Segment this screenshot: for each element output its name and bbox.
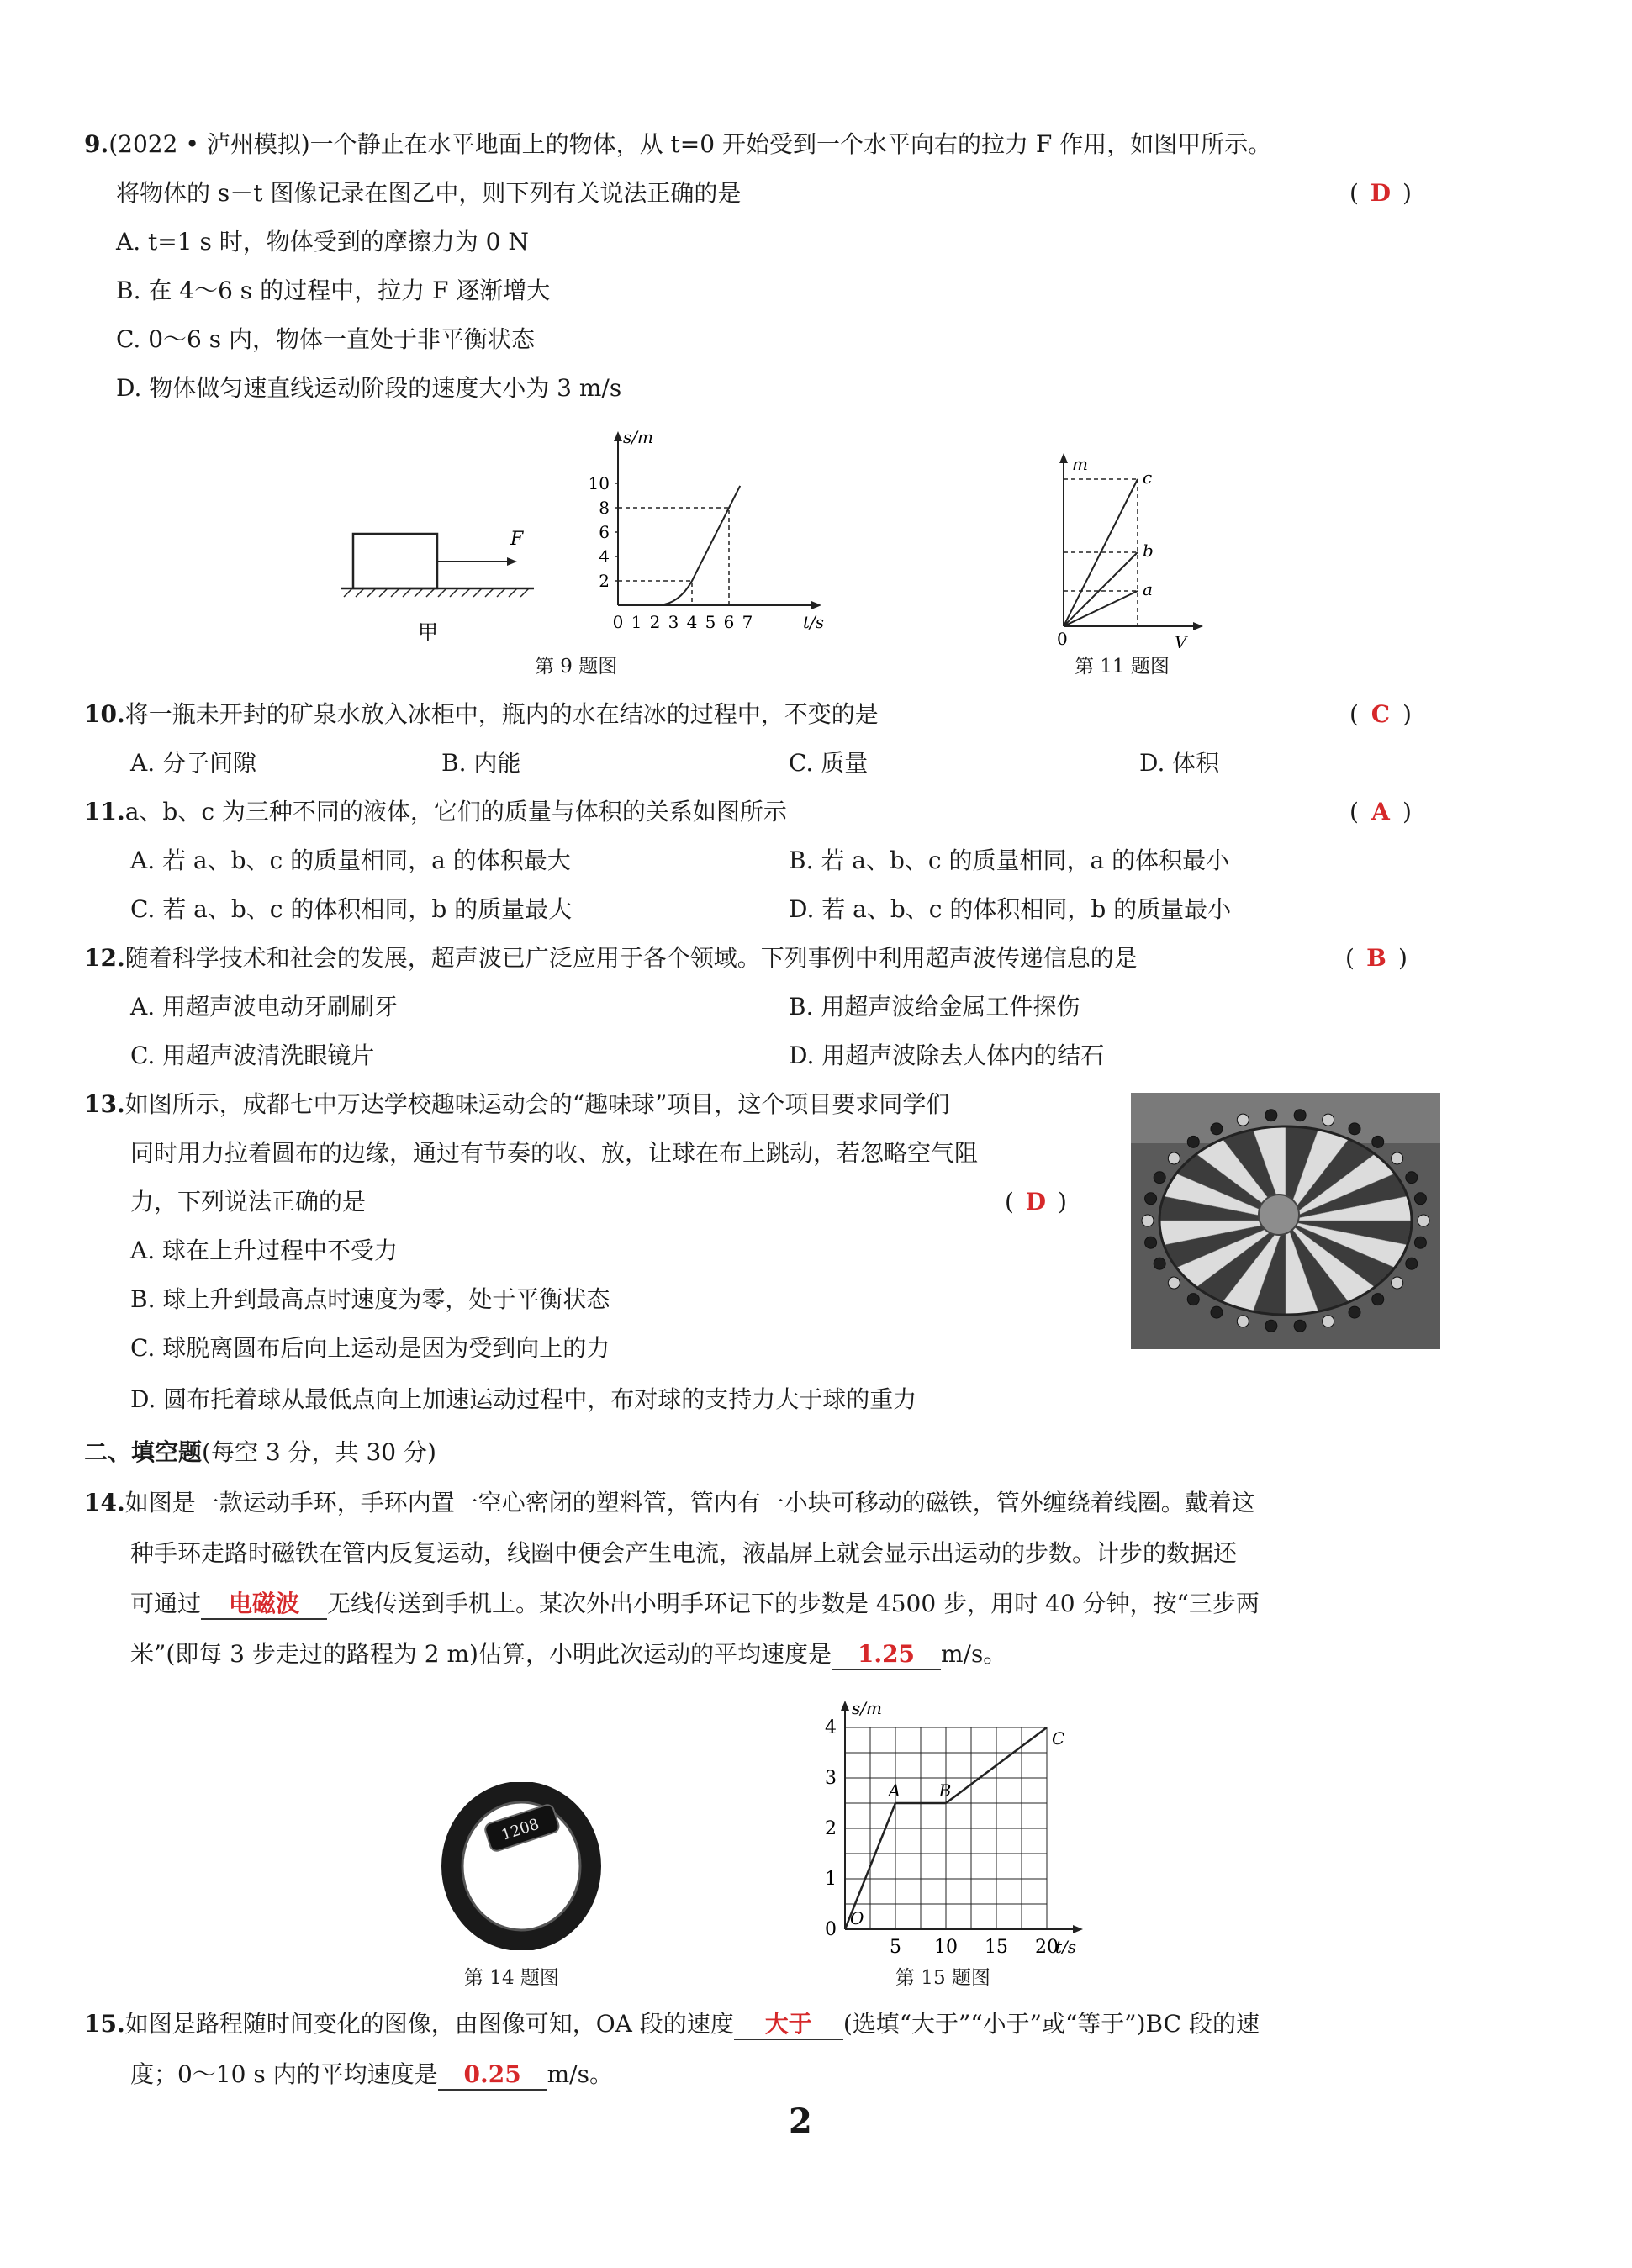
q13-number: 13. — [84, 1090, 125, 1118]
fig9-ytick: 8 — [599, 498, 610, 518]
q15-number: 15. — [84, 2010, 125, 2038]
fig9-caption: 第 9 题图 — [535, 656, 618, 678]
parachute-person — [1168, 1152, 1180, 1164]
q9-answer: ( D ) — [1349, 177, 1412, 210]
fig15-ytick: 2 — [825, 1818, 837, 1839]
parachute-person — [1237, 1114, 1249, 1126]
fig9-ytick: 4 — [599, 546, 610, 567]
q12-answer: ( B ) — [1345, 941, 1408, 975]
fig9-ytick: 10 — [588, 473, 610, 493]
q11-answer-letter: A — [1371, 798, 1390, 825]
q9-option-b: B. 在 4～6 s 的过程中，拉力 F 逐渐增大 — [116, 277, 551, 304]
q10-option-b: B. 内能 — [441, 749, 521, 777]
fig9-guides — [618, 508, 729, 605]
parachute-person — [1414, 1193, 1426, 1205]
fig9-xtick: 3 — [668, 612, 679, 632]
q12-answer-letter: B — [1366, 944, 1386, 972]
fig9-xtick: 6 — [723, 612, 735, 632]
q14-blank1: 电磁波 — [201, 1590, 327, 1620]
q11-stem-line — [84, 795, 787, 829]
fig9-yi-graph — [563, 425, 841, 651]
q12-number: 12. — [84, 944, 125, 972]
q9-answer-letter: D — [1370, 179, 1392, 207]
fig15-xtick: 5 — [890, 1937, 901, 1958]
parachute-person — [1372, 1136, 1384, 1147]
q14-number: 14. — [84, 1489, 125, 1516]
fig9-ground-hatch — [344, 588, 529, 597]
q11-number: 11. — [84, 798, 125, 825]
q10-stem-line — [84, 698, 879, 731]
q14-line4 — [130, 1638, 1006, 1671]
parachute-person — [1211, 1306, 1223, 1318]
q9-line1 — [84, 128, 1271, 161]
fig14-fitness-band — [441, 1782, 601, 1950]
parachute-person — [1265, 1320, 1277, 1332]
q14-blank2: 1.25 — [832, 1640, 941, 1670]
fig9-xtick: 2 — [649, 612, 661, 632]
parachute-person — [1237, 1316, 1249, 1327]
fig9-ytick: 6 — [599, 522, 610, 542]
q14-line4-a: 米”(即每 3 步走过的路程为 2 m)估算，小明此次运动的平均速度是 — [130, 1640, 832, 1668]
q14-line4-b: m/s。 — [940, 1640, 1007, 1668]
fig9-y-arrow — [614, 431, 622, 441]
q13-option-d: D. 圆布托着球从最低点向上加速运动过程中，布对球的支持力大于球的重力 — [130, 1385, 917, 1413]
parachute-person — [1349, 1306, 1360, 1318]
q12-option-b: B. 用超声波给金属工件探伤 — [789, 993, 1080, 1021]
parachute-person — [1154, 1258, 1165, 1269]
q14-line1-text: 如图是一款运动手环，手环内置一空心密闭的塑料管，管内有一小块可移动的磁铁，管外缠绕着线圈。戴着这 — [124, 1489, 1255, 1516]
q13-parachute-photo — [1131, 1093, 1440, 1349]
q12-option-c: C. 用超声波清洗眼镜片 — [130, 1042, 375, 1069]
parachute-person — [1154, 1172, 1165, 1184]
parachute-person — [1323, 1114, 1334, 1126]
fig9-xtick: 0 — [612, 612, 624, 632]
section2-title: 二、填空题 — [84, 1438, 203, 1466]
fig15-y-arrow — [841, 1701, 849, 1711]
q14-line3-b: 无线传送到手机上。某次外出小明手环记下的步数是 4500 步，用时 40 分钟，按“三步两 — [327, 1590, 1260, 1617]
q15-line1-b: (选填“大于”“小于”或“等于”)BC 段的速 — [842, 2010, 1260, 2038]
section2-header — [84, 1436, 436, 1469]
fig9-xtick: 7 — [742, 612, 753, 632]
q13-option-c: C. 球脱离圆布后向上运动是因为受到向上的力 — [130, 1334, 610, 1362]
fig11-label-b: b — [1143, 541, 1154, 561]
q9-option-c: C. 0～6 s 内，物体一直处于非平衡状态 — [116, 325, 536, 353]
q14-line3 — [130, 1587, 1260, 1621]
band-screen-digits: 1208 — [499, 1815, 541, 1844]
fig15-xtick: 20 — [1035, 1937, 1059, 1958]
q12-option-d: D. 用超声波除去人体内的结石 — [789, 1042, 1105, 1069]
page-number: 2 — [789, 2102, 812, 2141]
q15-line2-b: m/s。 — [547, 2060, 613, 2088]
parachute-person — [1418, 1215, 1429, 1226]
parachute-person — [1168, 1277, 1180, 1289]
q13-stem-line2: 同时用力拉着圆布的边缘，通过有节奏的收、放，让球在布上跳动，若忽略空气阻 — [130, 1139, 979, 1167]
fig11-xlabel: V — [1175, 632, 1187, 652]
fig15-label-A: A — [888, 1780, 901, 1801]
fig11-line-a — [1064, 591, 1138, 626]
q9-stem-line2: 将物体的 s－t 图像记录在图乙中，则下列有关说法正确的是 — [116, 179, 742, 207]
q11-option-d: D. 若 a、b、c 的体积相同，b 的质量最小 — [789, 895, 1232, 923]
fig15-label-C: C — [1052, 1728, 1065, 1748]
q15-line2 — [130, 2058, 613, 2091]
q14-line1 — [84, 1486, 1255, 1520]
q10-number: 10. — [84, 700, 125, 728]
fig15-xtick: 10 — [934, 1937, 958, 1958]
q9-stem-line1: (2022 • 泸州模拟)一个静止在水平地面上的物体，从 t=0 开始受到一个水平向右的拉力 F 作用，如图甲所示。 — [108, 130, 1272, 158]
q13-stem-line1 — [84, 1088, 949, 1121]
q11-option-b: B. 若 a、b、c 的质量相同，a 的体积最小 — [789, 847, 1230, 874]
q11-answer: ( A ) — [1349, 795, 1412, 829]
q12-stem: 随着科学技术和社会的发展，超声波已广泛应用于各个领域。下列事例中利用超声波传递信息的是 — [124, 944, 1138, 972]
q11-option-c: C. 若 a、b、c 的体积相同，b 的质量最大 — [130, 895, 573, 923]
fig15-ytick: 0 — [825, 1919, 837, 1940]
fig11-graph — [1047, 450, 1215, 656]
q11-stem: a、b、c 为三种不同的液体，它们的质量与体积的关系如图所示 — [124, 798, 787, 825]
fig15-ytick: 3 — [825, 1768, 837, 1789]
q13-answer: ( D ) — [1005, 1185, 1067, 1219]
fig15-graph — [807, 1694, 1093, 1963]
fig15-xlabel: t/s — [1055, 1937, 1077, 1957]
parachute-person — [1142, 1215, 1154, 1226]
q11-option-a: A. 若 a、b、c 的质量相同，a 的体积最大 — [130, 847, 571, 874]
q12-option-a: A. 用超声波电动牙刷刷牙 — [130, 993, 399, 1021]
q9-option-a: A. t=1 s 时，物体受到的摩擦力为 0 N — [116, 228, 529, 256]
fig9-xtick: 5 — [705, 612, 716, 632]
fig15-ytick: 4 — [825, 1717, 837, 1738]
q15-line1 — [84, 2007, 1260, 2041]
q9-option-d: D. 物体做匀速直线运动阶段的速度大小为 3 m/s — [116, 374, 622, 402]
fig9-jia — [332, 504, 551, 647]
parachute-person — [1349, 1123, 1360, 1135]
parachute-person — [1265, 1110, 1277, 1121]
fig9-ylabel: s/m — [623, 427, 653, 447]
parachute-person — [1414, 1237, 1426, 1248]
fig15-xtick: 15 — [985, 1937, 1008, 1958]
parachute-person — [1406, 1258, 1418, 1269]
fig9-x-arrow — [811, 601, 821, 609]
q13-stem-line1-text: 如图所示，成都七中万达学校趣味运动会的“趣味球”项目，这个项目要求同学们 — [124, 1090, 950, 1118]
q10-stem: 将一瓶未开封的矿泉水放入冰柜中，瓶内的水在结冰的过程中，不变的是 — [124, 700, 879, 728]
fig11-label-c: c — [1143, 467, 1153, 488]
q15-line1-a: 如图是路程随时间变化的图像，由图像可知，OA 段的速度 — [124, 2010, 734, 2038]
parachute-person — [1392, 1152, 1403, 1164]
fig9-force-arrowhead — [507, 557, 517, 566]
q13-option-a: A. 球在上升过程中不受力 — [130, 1237, 399, 1264]
fig15-caption: 第 15 题图 — [895, 1967, 990, 1989]
parachute-person — [1372, 1294, 1384, 1305]
fig15-label-B: B — [938, 1780, 952, 1801]
q10-option-a: A. 分子间隙 — [130, 749, 257, 777]
fig9-jia-label: 甲 — [418, 620, 438, 644]
fig11-ylabel: m — [1072, 454, 1088, 474]
fig9-xtick: 1 — [631, 612, 642, 632]
fig9-xtick: 4 — [686, 612, 698, 632]
q14-line3-a: 可通过 — [130, 1590, 202, 1617]
fig11-line-b — [1064, 552, 1138, 626]
fig15-x-arrow — [1073, 1925, 1083, 1933]
fig9-block — [353, 534, 437, 588]
parachute-person — [1406, 1172, 1418, 1184]
parachute-person — [1187, 1136, 1199, 1147]
q15-line2-a: 度；0～10 s 内的平均速度是 — [130, 2060, 438, 2088]
fig9-force-label: F — [510, 529, 524, 550]
fig11-origin: 0 — [1057, 629, 1068, 649]
fig15-ytick: 1 — [825, 1869, 837, 1890]
fig11-caption: 第 11 题图 — [1075, 656, 1170, 678]
parachute-person — [1392, 1277, 1403, 1289]
q15-blank2: 0.25 — [438, 2060, 547, 2091]
fig14-caption: 第 14 题图 — [464, 1967, 559, 1989]
q10-answer-letter: C — [1371, 700, 1391, 728]
q12-stem-line — [84, 941, 1138, 975]
q14-line2: 种手环走路时磁铁在管内反复运动，线圈中便会产生电流，液晶屏上就会显示出运动的步数。计步的数据还 — [130, 1539, 1238, 1567]
q10-answer: ( C ) — [1349, 698, 1412, 731]
parachute-person — [1145, 1237, 1157, 1248]
q13-stem-line3: 力，下列说法正确的是 — [130, 1188, 367, 1216]
fig15-origin: O — [850, 1908, 864, 1928]
parachute-person — [1211, 1123, 1223, 1135]
parachute-ball — [1259, 1195, 1299, 1235]
parachute-person — [1294, 1320, 1306, 1332]
parachute-person — [1187, 1294, 1199, 1305]
q9-number: 9. — [84, 130, 109, 158]
q13-option-b: B. 球上升到最高点时速度为零，处于平衡状态 — [130, 1285, 610, 1313]
parachute-person — [1294, 1110, 1306, 1121]
q15-blank1: 大于 — [734, 2010, 843, 2040]
fig9-xlabel: t/s — [803, 612, 825, 632]
fig9-curve — [618, 486, 740, 605]
fig11-label-a: a — [1143, 579, 1153, 599]
q10-option-d: D. 体积 — [1139, 749, 1220, 777]
fig15-ylabel: s/m — [852, 1698, 882, 1718]
section2-subtitle: (每空 3 分，共 30 分) — [202, 1438, 436, 1466]
q10-option-c: C. 质量 — [789, 749, 869, 777]
parachute-person — [1323, 1316, 1334, 1327]
fig9-ytick: 2 — [599, 571, 610, 591]
q13-answer-letter: D — [1025, 1188, 1047, 1216]
parachute-person — [1145, 1193, 1157, 1205]
